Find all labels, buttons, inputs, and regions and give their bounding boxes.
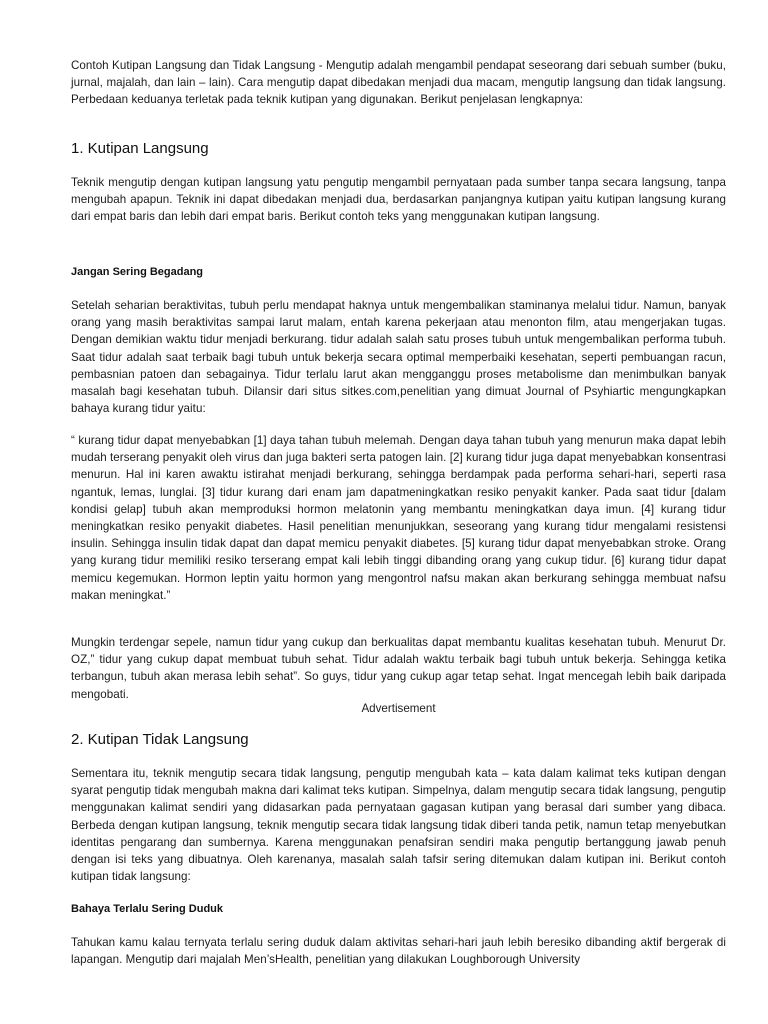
intro-paragraph: Contoh Kutipan Langsung dan Tidak Langsung - Mengutip adalah mengambil pendapat seseorang dari sebuah sumber (buku, jurnal, majalah, dan lain – lain). Cara mengutip dapat dibedakan menjadi dua macam, mengutip langsung dan tidak langsung. Perbedaan keduanya terletak pada teknik kutipan yang digunakan. Berikut penjelasan lengkapnya: [71, 59, 726, 107]
direct-quote-block: “ kurang tidur dapat menyebabkan [1] daya tahan tubuh melemah. Dengan daya tahan tubuh yang menurun maka dapat lebih mudah terserang penyakit oleh virus dan juga bakteri serta patogen lain. [2] kurang tidur juga dapat menyebabkan konsentrasi menurun. Hal ini karen awaktu istirahat menjadi berkurang, sehingga berdampak pada performa sehari-hari, seperti rasa ngantuk, lemas, lunglai. [3] tidur kurang dari enam jam dapatmeningkatkan resiko penyakit kanker. Pada saat tidur [dalam kondisi gelap] tubuh akan memproduksi hormon melatonin yang membantu meningkatkan daya imun. [4] kurang tidur meningkatkan resiko penyakit diabetes. Hasil penelitian menunjukkan, seseorang yang kurang tidur mengalami resistensi insulin. Sehingga insulin tidak dapat dan dapat memicu penyakit diabetes. [5] kurang tidur dapat menyebabkan stroke. Orang yang kurang tidur memiliki resiko terserang empat kali lebih tinggi dibanding orang yang cukup tidur. [6] kurang tidur dapat memicu kegemukan. Hormon leptin yaitu hormon yang mengontrol nafsu makan akan berkurang sehingga membuat nafsu makan meningkat.” [71, 434, 726, 602]
example-title-begadang: Jangan Sering Begadang [71, 266, 204, 278]
section-heading-kutipan-langsung: 1. Kutipan Langsung [71, 140, 209, 157]
example1-paragraph: Setelah seharian beraktivitas, tubuh perlu mendapat haknya untuk mengembalikan staminanya melalui tidur. Namun, banyak orang yang masih beraktivitas sampai larut malam, entah karena pekerjaan atau menonton film, atau mengerjakan tugas. Dengan demikian waktu tidur menjadi berkurang. tidur adalah salah satu proses tubuh untuk mengembalikan performa tubuh. Saat tidur adalah saat terbaik bagi tubuh untuk bekerja secara optimal memperbaiki kesehatan, seperti pembuangan racun, pembasnian patoen dan sebagainya. Tidur terlalu larut akan mengganggu proses metabolisme dan menimbulkan banyak masalah bagi kesehatan tubuh. Dilansir dari situs sitkes.com,penelitian yang dimuat Journal of Psyhiartic mengungkapkan bahaya kurang tidur yaitu: [71, 299, 726, 416]
section-heading-kutipan-tidak-langsung: 2. Kutipan Tidak Langsung [71, 731, 249, 748]
example1-closing-paragraph: Mungkin terdengar sepele, namun tidur yang cukup dan berkualitas dapat membantu kualitas kesehatan tubuh. Menurut Dr. OZ,” tidur yang cukup dapat membuat tubuh sehat. Tidur adalah waktu terbaik bagi tubuh untuk bekerja. Sehingga ketika terbangun, tubuh akan merasa lebih sehat”. So guys, tidur yang cukup agar tetap sehat. Ingat mencegah lebih baik daripada mengobati. [71, 636, 726, 701]
example-title-duduk: Bahaya Terlalu Sering Duduk [71, 903, 224, 915]
advertisement-label: Advertisement [361, 702, 436, 715]
example2-paragraph: Tahukan kamu kalau ternyata terlalu sering duduk dalam aktivitas sehari-hari jauh lebih beresiko dibanding aktif bergerak di lapangan. Mengutip dari majalah Men’sHealth, penelitian yang dilakukan Loughborough University [71, 936, 726, 967]
section1-paragraph: Teknik mengutip dengan kutipan langsung yatu pengutip mengambil pernyataan pada sumber tanpa secara langsung, tanpa mengubah apapun. Teknik ini dapat dibedakan menjadi dua, berdasarkan panjangnya kutipan yaitu kutipan langsung kurang dari empat baris dan lebih dari empat baris. Berikut contoh teks yang menggunakan kutipan langsung. [71, 176, 726, 224]
section2-paragraph: Sementara itu, teknik mengutip secara tidak langsung, pengutip mengubah kata – kata dalam kalimat teks kutipan dengan syarat pengutip tidak mengubah makna dari kalimat teks kutipan. Simpelnya, dalam mengutip secara tidak langsung, pengutip menggunakan kalimat sendiri yang didasarkan pada pernyataan gagasan kutipan yang berasal dari sumber yang dibaca. Berbeda dengan kutipan langsung, teknik mengutip secara tidak langsung tidak diberi tanda petik, namun tetap menyebutkan identitas pengarang dan sumbernya. Karena menggunakan penafsiran sendiri maka pengutip bertanggung jawab penuh dengan isi teks yang dibuatnya. Oleh karenanya, masalah salah tafsir sering ditemukan dalam kutipan ini. Berikut contoh kutipan tidak langsung: [71, 767, 726, 884]
